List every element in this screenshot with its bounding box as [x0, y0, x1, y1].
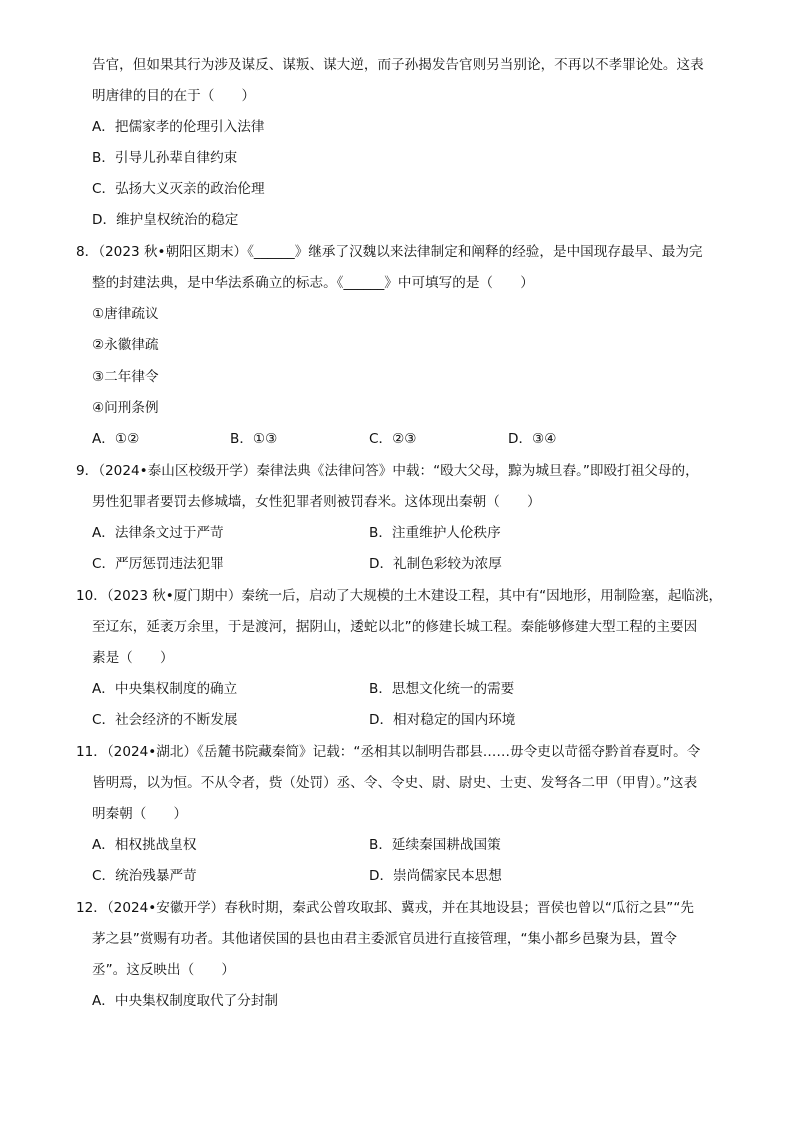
q9-option-a: A．法律条文过于严苛 — [92, 525, 224, 541]
q8-option-d: D．③④ — [508, 431, 557, 447]
q7-option-d: D．维护皇权统治的稳定 — [92, 212, 239, 228]
q8-option-a: A．①② — [92, 431, 140, 447]
q7-stem-line-2: 明唐律的目的在于（ ） — [92, 88, 256, 104]
q11-stem-line-2: 皆明焉，以为恒。不从令者，赀（处罚）丞、令、令史、尉、尉史、士吏、发弩各二甲（甲胄）。”这表 — [92, 775, 698, 791]
q8-item-2: ②永徽律疏 — [92, 337, 159, 353]
q7-option-a: A．把儒家孝的伦理引入法律 — [92, 119, 265, 135]
q10-stem-line-1: 10．（2023 秋•厦门期中）秦统一后，启动了大规模的土木建设工程，其中有“因地形，用制险塞，起临洮， — [76, 588, 723, 604]
q9-option-c: C．严厉惩罚违法犯罪 — [92, 556, 224, 572]
q11-stem-line-3: 明秦朝（ ） — [92, 806, 188, 822]
q10-option-a: A．中央集权制度的确立 — [92, 681, 238, 697]
q11-option-d: D．崇尚儒家民本思想 — [369, 868, 502, 884]
q11-option-a: A．相权挑战皇权 — [92, 837, 197, 853]
q11-option-c: C．统治残暴严苛 — [92, 868, 197, 884]
q7-option-c: C．弘扬大义灭亲的政治伦理 — [92, 181, 265, 197]
q8-stem-line-2: 整的封建法典，是中华法系确立的标志。《______》中可填写的是（ ） — [92, 275, 534, 291]
q10-option-d: D．相对稳定的国内环境 — [369, 712, 516, 728]
q9-option-d: D．礼制色彩较为浓厚 — [369, 556, 502, 572]
q9-option-b: B．注重维护人伦秩序 — [369, 525, 501, 541]
q9-stem-line-1: 9．（2024•泰山区校级开学）秦律法典《法律问答》中载：“殴大父母，黥为城旦舂。”即殴打祖父母的， — [76, 463, 699, 479]
q8-option-c: C．②③ — [369, 431, 417, 447]
q11-option-b: B．延续秦国耕战国策 — [369, 837, 501, 853]
q8-stem-line-1: 8．（2023 秋•朝阳区期末）《______》继承了汉魏以来法律制定和阐释的经验，是中国现存最早、最为完 — [76, 244, 703, 260]
q12-option-a: A．中央集权制度取代了分封制 — [92, 993, 279, 1009]
q8-item-1: ①唐律疏议 — [92, 306, 159, 322]
q7-stem-line-1: 告官，但如果其行为涉及谋反、谋叛、谋大逆，而子孙揭发告官则另当别论，不再以不孝罪论处。这表 — [92, 57, 704, 73]
q11-stem-line-1: 11．（2024•湖北）《岳麓书院藏秦简》记载：“丞相其以制明告郡县……毋令吏以苛徭夺黔首春夏时。令 — [76, 744, 701, 760]
q10-stem-line-2: 至辽东，延袤万余里，于是渡河，据阴山，逶蛇以北”的修建长城工程。秦能够修建大型工程的主要因 — [92, 619, 698, 635]
q8-item-4: ④问刑条例 — [92, 400, 159, 416]
q10-option-b: B．思想文化统一的需要 — [369, 681, 515, 697]
q12-stem-line-2: 茅之县”赏赐有功者。其他诸侯国的县也由君主委派官员进行直接管理，“集小都乡邑聚为县，置令 — [92, 931, 678, 947]
q8-item-3: ③二年律令 — [92, 369, 159, 385]
q10-option-c: C．社会经济的不断发展 — [92, 712, 238, 728]
q7-option-b: B．引导儿孙辈自律约束 — [92, 150, 238, 166]
q8-option-b: B．①③ — [230, 431, 278, 447]
q9-stem-line-2: 男性犯罪者要罚去修城墙，女性犯罪者则被罚舂米。这体现出秦朝（ ） — [92, 494, 541, 510]
q12-stem-line-3: 丞”。这反映出（ ） — [92, 962, 235, 978]
q12-stem-line-1: 12．（2024•安徽开学）春秋时期，秦武公曾攻取邽、冀戎，并在其地设县；晋侯也曾以“瓜衍之县”“先 — [76, 900, 694, 916]
q10-stem-line-3: 素是（ ） — [92, 650, 174, 666]
